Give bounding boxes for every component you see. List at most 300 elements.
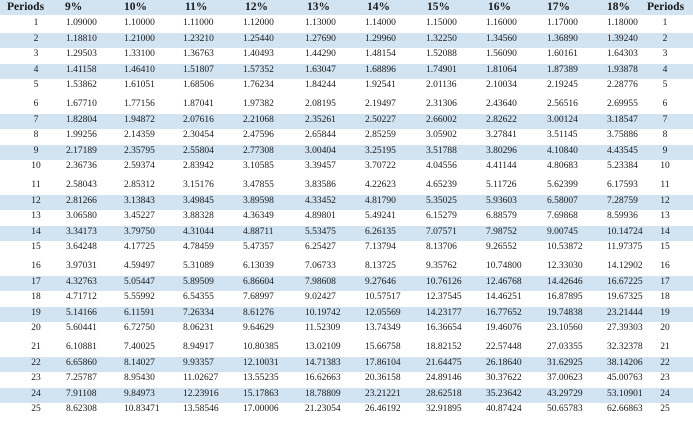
table-cell: 8.59936 — [607, 211, 638, 221]
period-label: 11 — [31, 180, 41, 190]
rate-header: 15% — [427, 1, 450, 13]
table-cell: 6.72750 — [124, 323, 155, 333]
table-cell: 38.14206 — [607, 357, 643, 368]
table-cell: 1.92541 — [365, 80, 396, 90]
table-cell: 6.26135 — [365, 226, 396, 237]
table-cell: 13.74349 — [365, 323, 401, 333]
table-cell: 1.40493 — [243, 49, 274, 59]
table-cell: 1.52088 — [426, 49, 457, 59]
table-cell: 2.21068 — [243, 114, 274, 125]
table-cell: 22.57448 — [486, 342, 522, 352]
table-row — [0, 179, 693, 194]
table-cell: 20.36158 — [365, 373, 401, 383]
table-cell: 3.05902 — [426, 130, 457, 140]
table-cell: 2.56516 — [547, 99, 578, 109]
table-cell: 10.19742 — [305, 307, 341, 318]
table-cell: 8.61276 — [243, 307, 274, 318]
table-cell: 4.65239 — [426, 180, 457, 190]
period-label: 5 — [662, 80, 668, 90]
table-cell: 7.13794 — [365, 242, 396, 252]
period-label: 15 — [660, 242, 670, 252]
table-cell: 3.88328 — [183, 211, 214, 221]
table-cell: 1.29503 — [66, 49, 97, 59]
table-cell: 2.85259 — [365, 130, 396, 140]
period-label: 25 — [31, 404, 41, 414]
table-cell: 1.25440 — [243, 33, 274, 44]
table-cell: 7.28759 — [607, 195, 638, 206]
table-cell: 7.68997 — [243, 292, 274, 302]
table-cell: 7.06733 — [305, 261, 336, 271]
period-label: 3 — [33, 49, 39, 59]
table-cell: 1.23210 — [183, 33, 214, 44]
table-cell: 1.12000 — [243, 18, 274, 28]
table-cell: 8.94917 — [183, 342, 214, 352]
table-cell: 1.74901 — [426, 64, 457, 75]
table-cell: 2.65844 — [305, 130, 336, 140]
table-cell: 2.10034 — [486, 80, 517, 90]
table-cell: 5.35025 — [426, 195, 457, 206]
table-cell: 13.02109 — [305, 342, 341, 352]
table-cell: 2.01136 — [426, 80, 457, 90]
table-cell: 6.15279 — [426, 211, 457, 221]
table-cell: 17.00006 — [243, 404, 279, 414]
rate-header: 14% — [367, 1, 390, 13]
table-cell: 1.68896 — [365, 64, 396, 75]
rate-header: 16% — [488, 1, 511, 13]
table-row — [0, 322, 693, 337]
period-label: 10 — [31, 161, 41, 171]
table-cell: 6.65860 — [66, 357, 97, 368]
table-cell: 1.09000 — [66, 18, 97, 28]
table-cell: 1.46410 — [124, 64, 155, 75]
table-row — [0, 372, 693, 387]
table-cell: 28.62518 — [426, 388, 462, 399]
table-cell: 2.36736 — [66, 161, 97, 171]
period-label: 6 — [662, 99, 668, 109]
table-cell: 1.15000 — [426, 18, 457, 28]
table-cell: 4.81790 — [365, 195, 396, 206]
table-cell: 1.44290 — [305, 49, 336, 59]
table-cell: 31.62925 — [547, 357, 583, 368]
table-cell: 26.46192 — [365, 404, 401, 414]
table-cell: 23.10560 — [547, 323, 583, 333]
table-cell: 5.47357 — [243, 242, 274, 252]
table-cell: 2.17189 — [66, 145, 97, 156]
table-cell: 7.07571 — [426, 226, 457, 237]
table-cell: 9.27646 — [365, 276, 396, 287]
table-cell: 14.46251 — [486, 292, 522, 302]
periods-header: Periods — [7, 1, 45, 13]
table-cell: 30.37622 — [486, 373, 522, 383]
table-cell: 4.32763 — [66, 276, 97, 287]
rate-header: 12% — [245, 1, 268, 13]
table-cell: 16.62663 — [305, 373, 341, 383]
table-cell: 1.82804 — [66, 114, 97, 125]
table-cell: 1.60161 — [547, 49, 578, 59]
table-cell: 2.07616 — [183, 114, 214, 125]
period-label: 2 — [33, 33, 39, 44]
table-cell: 5.31089 — [183, 261, 214, 271]
rate-header: 17% — [547, 1, 570, 13]
table-cell: 7.40025 — [124, 342, 155, 352]
table-cell: 5.55992 — [124, 292, 155, 302]
table-cell: 16.36654 — [426, 323, 462, 333]
table-row — [0, 291, 693, 306]
table-row — [0, 79, 693, 94]
table-cell: 9.26552 — [486, 242, 517, 252]
table-cell: 3.80296 — [486, 145, 517, 156]
table-cell: 9.02427 — [305, 292, 336, 302]
period-label: 19 — [660, 307, 670, 318]
table-cell: 1.97382 — [243, 99, 274, 109]
table-cell: 1.57352 — [243, 64, 274, 75]
table-cell: 3.18547 — [607, 114, 638, 125]
table-cell: 10.14724 — [607, 226, 643, 237]
table-cell: 4.31044 — [183, 226, 214, 237]
table-row — [0, 403, 693, 418]
table-cell: 9.64629 — [243, 323, 274, 333]
table-cell: 15.66758 — [365, 342, 401, 352]
table-row — [0, 276, 693, 291]
table-cell: 27.39303 — [607, 323, 643, 333]
table-cell: 3.97031 — [66, 261, 97, 271]
period-label: 25 — [660, 404, 670, 414]
table-cell: 24.89146 — [426, 373, 462, 383]
table-cell: 1.48154 — [365, 49, 396, 59]
table-cell: 3.70722 — [365, 161, 396, 171]
table-cell: 12.23916 — [183, 388, 219, 399]
table-cell: 6.86604 — [243, 276, 274, 287]
table-cell: 16.77652 — [486, 307, 522, 318]
table-cell: 6.10881 — [66, 342, 97, 352]
table-row — [0, 145, 693, 160]
table-cell: 1.16000 — [486, 18, 517, 28]
table-cell: 4.80683 — [547, 161, 578, 171]
table-cell: 2.82622 — [486, 114, 517, 125]
table-cell: 1.36890 — [547, 33, 578, 44]
period-label: 19 — [31, 307, 41, 318]
table-cell: 1.61051 — [124, 80, 155, 90]
table-cell: 2.35261 — [305, 114, 336, 125]
table-cell: 2.43640 — [486, 99, 517, 109]
table-cell: 4.59497 — [124, 261, 155, 271]
table-cell: 3.45227 — [124, 211, 155, 221]
table-cell: 1.36763 — [183, 49, 214, 59]
table-cell: 6.13039 — [243, 261, 274, 271]
table-cell: 1.18810 — [66, 33, 97, 44]
table-row — [0, 226, 693, 241]
period-label: 7 — [662, 114, 668, 125]
table-cell: 12.37545 — [426, 292, 462, 302]
table-cell: 1.64303 — [607, 49, 638, 59]
table-cell: 12.33030 — [547, 261, 583, 271]
table-cell: 4.36349 — [243, 211, 274, 221]
period-label: 13 — [31, 211, 41, 221]
table-cell: 9.00745 — [547, 226, 578, 237]
period-label: 9 — [662, 145, 668, 156]
table-cell: 19.46076 — [486, 323, 522, 333]
table-cell: 1.84244 — [305, 80, 336, 90]
table-header-row — [0, 0, 693, 15]
period-label: 10 — [660, 161, 670, 171]
table-cell: 18.78809 — [305, 388, 341, 399]
rate-header: 13% — [307, 1, 330, 13]
table-cell: 1.18000 — [607, 18, 638, 28]
table-cell: 1.56090 — [486, 49, 517, 59]
table-cell: 3.49845 — [183, 195, 214, 206]
table-cell: 3.00404 — [305, 145, 336, 156]
table-cell: 14.12902 — [607, 261, 643, 271]
table-cell: 18.82152 — [426, 342, 462, 352]
table-cell: 2.81266 — [66, 195, 97, 206]
table-cell: 5.60441 — [66, 323, 97, 333]
table-cell: 23.21221 — [365, 388, 401, 399]
rate-header: 9% — [65, 1, 83, 13]
table-cell: 2.31306 — [426, 99, 457, 109]
table-cell: 4.43545 — [607, 145, 638, 156]
table-cell: 32.91895 — [426, 404, 462, 414]
table-cell: 3.64248 — [66, 242, 97, 252]
table-cell: 7.98608 — [305, 276, 336, 287]
table-cell: 9.84973 — [124, 388, 155, 399]
table-cell: 3.83586 — [305, 180, 336, 190]
table-cell: 32.32378 — [607, 342, 643, 352]
table-row — [0, 307, 693, 322]
table-cell: 2.77308 — [243, 145, 274, 156]
table-cell: 1.39240 — [607, 33, 638, 44]
table-cell: 14.42646 — [547, 276, 583, 287]
table-cell: 2.66002 — [426, 114, 457, 125]
table-cell: 5.14166 — [66, 307, 97, 318]
table-cell: 1.68506 — [183, 80, 214, 90]
table-cell: 1.14000 — [365, 18, 396, 28]
table-cell: 5.05447 — [124, 276, 155, 287]
table-cell: 2.50227 — [365, 114, 396, 125]
table-cell: 10.57517 — [365, 292, 401, 302]
table-cell: 1.17000 — [547, 18, 578, 28]
period-label: 22 — [660, 357, 670, 368]
table-row — [0, 357, 693, 372]
table-cell: 7.26334 — [183, 307, 214, 318]
table-cell: 1.53862 — [66, 80, 97, 90]
table-cell: 4.22623 — [365, 180, 396, 190]
table-cell: 21.64475 — [426, 357, 462, 368]
table-cell: 12.05569 — [365, 307, 401, 318]
table-cell: 4.41144 — [486, 161, 517, 171]
table-cell: 1.87389 — [547, 64, 578, 75]
period-label: 2 — [662, 33, 668, 44]
table-cell: 2.14359 — [124, 130, 155, 140]
table-cell: 1.34560 — [486, 33, 517, 44]
table-cell: 4.78459 — [183, 242, 214, 252]
table-cell: 3.10585 — [243, 161, 274, 171]
table-cell: 6.58007 — [547, 195, 578, 206]
period-label: 24 — [31, 388, 41, 399]
table-cell: 1.21000 — [124, 33, 155, 44]
period-label: 8 — [662, 130, 668, 140]
period-label: 23 — [31, 373, 41, 383]
table-cell: 1.13000 — [305, 18, 336, 28]
table-cell: 6.11591 — [124, 307, 155, 318]
table-row — [0, 260, 693, 275]
period-label: 4 — [662, 64, 668, 75]
table-cell: 6.17593 — [607, 180, 638, 190]
table-cell: 8.06231 — [183, 323, 214, 333]
table-row — [0, 98, 693, 113]
table-cell: 4.17725 — [124, 242, 155, 252]
table-cell: 2.83942 — [183, 161, 214, 171]
period-label: 16 — [31, 261, 41, 271]
table-cell: 3.15176 — [183, 180, 214, 190]
table-cell: 13.55235 — [243, 373, 279, 383]
table-cell: 40.87424 — [486, 404, 522, 414]
table-cell: 8.14027 — [124, 357, 155, 368]
table-cell: 2.19245 — [547, 80, 578, 90]
table-cell: 3.75886 — [607, 130, 638, 140]
period-label: 13 — [660, 211, 670, 221]
period-label: 3 — [662, 49, 668, 59]
table-cell: 1.99256 — [66, 130, 97, 140]
table-cell: 2.47596 — [243, 130, 274, 140]
rate-header: 18% — [607, 1, 630, 13]
table-cell: 43.29729 — [547, 388, 583, 399]
table-cell: 16.67225 — [607, 276, 643, 287]
table-cell: 50.65783 — [547, 404, 583, 414]
table-cell: 5.62399 — [547, 180, 578, 190]
table-cell: 6.54355 — [183, 292, 214, 302]
period-label: 17 — [660, 276, 670, 287]
table-row — [0, 114, 693, 129]
table-row — [0, 388, 693, 403]
table-cell: 26.18640 — [486, 357, 522, 368]
table-cell: 8.62308 — [66, 404, 97, 414]
period-label: 8 — [33, 130, 39, 140]
table-cell: 6.88579 — [486, 211, 517, 221]
table-cell: 7.69868 — [547, 211, 578, 221]
period-label: 6 — [33, 99, 39, 109]
table-cell: 45.00763 — [607, 373, 643, 383]
table-cell: 12.46768 — [486, 276, 522, 287]
table-cell: 1.94872 — [124, 114, 155, 125]
table-cell: 5.49241 — [365, 211, 396, 221]
table-cell: 3.34173 — [66, 226, 97, 237]
table-cell: 4.89801 — [305, 211, 336, 221]
period-label: 7 — [33, 114, 39, 125]
period-label: 9 — [33, 145, 39, 156]
table-cell: 17.86104 — [365, 357, 401, 368]
table-cell: 1.81064 — [486, 64, 517, 75]
period-label: 23 — [660, 373, 670, 383]
table-cell: 2.30454 — [183, 130, 214, 140]
period-label: 16 — [660, 261, 670, 271]
table-row — [0, 17, 693, 32]
table-cell: 1.32250 — [426, 33, 457, 44]
table-cell: 2.35795 — [124, 145, 155, 156]
table-cell: 5.93603 — [486, 195, 517, 206]
table-row — [0, 210, 693, 225]
table-cell: 3.79750 — [124, 226, 155, 237]
table-cell: 9.93357 — [183, 357, 214, 368]
table-cell: 5.11726 — [486, 180, 517, 190]
rate-header: 10% — [124, 1, 147, 13]
table-row — [0, 241, 693, 256]
table-cell: 1.27690 — [305, 33, 336, 44]
period-label: 24 — [660, 388, 670, 399]
table-cell: 6.25427 — [305, 242, 336, 252]
table-cell: 9.35762 — [426, 261, 457, 271]
table-row — [0, 195, 693, 210]
table-cell: 12.10031 — [243, 357, 279, 368]
table-cell: 5.89509 — [183, 276, 214, 287]
table-cell: 1.93878 — [607, 64, 638, 75]
table-cell: 10.83471 — [124, 404, 160, 414]
table-cell: 1.11000 — [183, 18, 214, 28]
table-cell: 14.71383 — [305, 357, 341, 368]
period-label: 4 — [33, 64, 39, 75]
periods-header: Periods — [647, 1, 685, 13]
table-cell: 1.10000 — [124, 18, 155, 28]
table-cell: 3.39457 — [305, 161, 336, 171]
table-cell: 3.47855 — [243, 180, 274, 190]
table-cell: 3.13843 — [124, 195, 155, 206]
period-label: 11 — [660, 180, 670, 190]
table-cell: 19.74838 — [547, 307, 583, 318]
table-cell: 3.06580 — [66, 211, 97, 221]
table-cell: 7.91108 — [66, 388, 97, 399]
period-label: 1 — [662, 18, 668, 28]
table-cell: 7.98752 — [486, 226, 517, 237]
table-row — [0, 129, 693, 144]
table-cell: 1.51807 — [183, 64, 214, 75]
table-cell: 2.58043 — [66, 180, 97, 190]
period-label: 14 — [660, 226, 670, 237]
table-cell: 4.10840 — [547, 145, 578, 156]
table-cell: 4.33452 — [305, 195, 336, 206]
table-cell: 4.71712 — [66, 292, 97, 302]
table-cell: 3.51788 — [426, 145, 457, 156]
table-cell: 4.04556 — [426, 161, 457, 171]
period-label: 5 — [33, 80, 39, 90]
rate-header: 11% — [185, 1, 208, 13]
table-cell: 2.19497 — [365, 99, 396, 109]
period-label: 20 — [31, 323, 41, 333]
table-cell: 53.10901 — [607, 388, 643, 399]
table-cell: 3.00124 — [547, 114, 578, 125]
table-cell: 1.77156 — [124, 99, 155, 109]
table-cell: 10.74800 — [486, 261, 522, 271]
table-cell: 1.29960 — [365, 33, 396, 44]
table-cell: 23.21444 — [607, 307, 643, 318]
table-cell: 1.41158 — [66, 64, 97, 75]
period-label: 15 — [31, 242, 41, 252]
table-cell: 21.23054 — [305, 404, 341, 414]
table-cell: 1.63047 — [305, 64, 336, 75]
table-cell: 10.76126 — [426, 276, 462, 287]
table-cell: 2.55804 — [183, 145, 214, 156]
table-cell: 37.00623 — [547, 373, 583, 383]
table-cell: 11.02627 — [183, 373, 219, 383]
table-cell: 3.27841 — [486, 130, 517, 140]
table-cell: 1.76234 — [243, 80, 274, 90]
table-cell: 2.59374 — [124, 161, 155, 171]
table-cell: 27.03355 — [547, 342, 583, 352]
table-cell: 10.80385 — [243, 342, 279, 352]
table-cell: 10.53872 — [547, 242, 583, 252]
table-row — [0, 64, 693, 79]
table-cell: 35.23642 — [486, 388, 522, 399]
table-cell: 2.08195 — [305, 99, 336, 109]
period-label: 21 — [31, 342, 41, 352]
